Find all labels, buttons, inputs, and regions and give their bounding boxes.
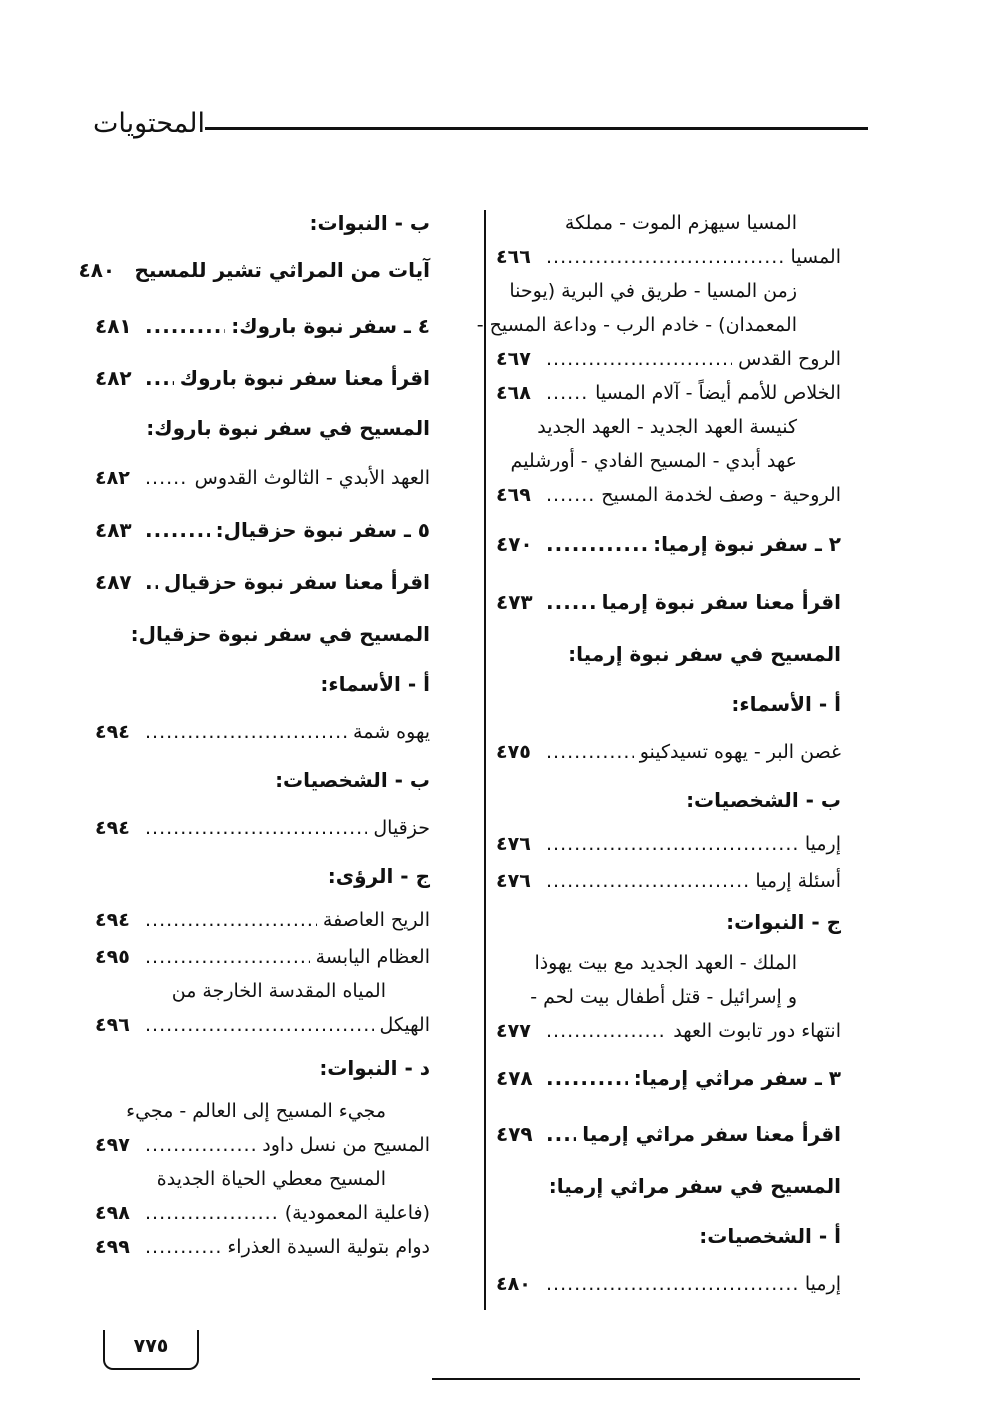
toc-entry-title: آيات من المراثي تشير للمسيح xyxy=(134,258,430,282)
toc-entry-line: عهد أبدي - المسيح الفادي - أورشليم xyxy=(510,450,797,472)
toc-entry[interactable] xyxy=(496,1108,841,1160)
toc-book-heading[interactable] xyxy=(496,512,841,576)
toc-entry-line: الملك - العهد الجديد مع بيت يهوذا xyxy=(534,952,797,974)
toc-entry-line: مجيء المسيح إلى العالم - مجيء xyxy=(126,1100,386,1122)
leader-dots xyxy=(546,728,634,776)
leader-dots xyxy=(145,1230,221,1264)
leader-dots xyxy=(145,300,225,352)
leader-dots xyxy=(145,504,210,556)
toc-entry-title: المسيا xyxy=(790,246,841,268)
leader-dots xyxy=(145,1128,256,1162)
header-rule xyxy=(205,127,868,130)
toc-entry-title: الريح العاصفة xyxy=(322,909,430,931)
toc-page-number: ٤٩٤ xyxy=(95,721,130,743)
leader-dots xyxy=(546,512,647,576)
toc-entry-title: (فاعلية المعمودية) xyxy=(284,1202,430,1224)
leader-dots xyxy=(145,1008,374,1042)
subsection-heading: أ - الأسماء: xyxy=(320,672,430,696)
toc-page-number: ٤٧٣ xyxy=(496,590,533,614)
toc-entry[interactable] xyxy=(496,576,841,628)
toc-entry-title: دوام بتولية السيدة العذراء xyxy=(227,1236,430,1258)
subsection-heading: أ - الأسماء: xyxy=(731,692,841,716)
toc-entry-title: الروحية - وصف لخدمة المسيح xyxy=(601,484,841,506)
footer-rule xyxy=(432,1378,860,1380)
toc-page-number: ٤٦٦ xyxy=(496,246,531,268)
toc-entry[interactable] xyxy=(496,376,841,410)
toc-page-number: ٤٧٥ xyxy=(496,741,531,763)
toc-page-number: ٤٧٦ xyxy=(496,870,531,892)
toc-entry-title: أسئلة إرميا xyxy=(755,870,841,892)
toc-entry-title: ٥ ـ سفر نبوة حزقيال: xyxy=(215,518,430,542)
toc-entry-line: المياه المقدسة الخارجة من xyxy=(171,980,386,1002)
toc-entry[interactable] xyxy=(95,1128,430,1162)
section-heading: المسيح في سفر نبوة إرميا: xyxy=(568,642,841,666)
toc-entry-title: الخلاص للأمم أيضاً - آلام المسيا xyxy=(595,382,841,404)
toc-page-number: ٤٧٦ xyxy=(496,833,531,855)
section-heading: المسيح في سفر نبوة حزقيال: xyxy=(130,622,430,646)
toc-entry[interactable] xyxy=(496,478,841,512)
leader-dots xyxy=(546,1014,667,1048)
toc-entry[interactable] xyxy=(496,1260,841,1308)
subsection-heading: ج - النبوات: xyxy=(726,910,841,934)
toc-page-number: ٤٩٩ xyxy=(95,1236,130,1258)
section-heading: المسيح في سفر مراثي إرميا: xyxy=(548,1174,841,1198)
section-heading: المسيح في سفر نبوة باروك: xyxy=(146,416,430,440)
toc-entry-title: ٢ ـ سفر نبوة إرميا: xyxy=(653,532,841,556)
toc-entry[interactable] xyxy=(78,240,430,300)
toc-entry[interactable] xyxy=(496,1014,841,1048)
leader-dots xyxy=(546,824,799,864)
subsection-heading: ب - النبوات: xyxy=(309,211,430,235)
subsection-heading: ب - الشخصيات: xyxy=(686,788,841,812)
page-number: ٧٧٥ xyxy=(103,1330,199,1370)
toc-page-number: ٤٨٢ xyxy=(95,467,130,489)
toc-page-number: ٤٧٩ xyxy=(496,1122,533,1146)
leader-dots xyxy=(145,452,189,504)
toc-entry-title: انتهاء دور تابوت العهد xyxy=(673,1020,841,1042)
toc-page-number: ٤٧٧ xyxy=(496,1020,531,1042)
leader-dots xyxy=(546,1048,628,1108)
toc-entry-title: حزقيال xyxy=(373,817,430,839)
toc-entry-title: ٤ ـ سفر نبوة باروك: xyxy=(231,314,430,338)
toc-entry-title: اقرأ معنا سفر نبوة إرميا xyxy=(601,590,841,614)
leader-dots xyxy=(145,804,367,852)
toc-entry-title: إرميا xyxy=(804,1273,841,1295)
toc-entry-line: المعمدان) - خادم الرب - وداعة المسيح - xyxy=(476,314,797,336)
leader-dots xyxy=(145,556,158,608)
leader-dots xyxy=(546,376,589,410)
subsection-heading: د - النبوات: xyxy=(319,1056,430,1080)
subsection-heading: ب - الشخصيات: xyxy=(275,768,430,792)
toc-entry[interactable] xyxy=(95,900,430,940)
toc-entry-title: ٣ ـ سفر مراثي إرميا: xyxy=(633,1066,841,1090)
toc-entry[interactable] xyxy=(496,824,841,864)
toc-entry-line: و إسرائيل - قتل أطفال بيت لحم - xyxy=(530,986,797,1008)
leader-dots xyxy=(145,900,317,940)
toc-entry[interactable] xyxy=(496,864,841,898)
leader-dots xyxy=(546,1108,576,1160)
toc-entry[interactable] xyxy=(496,728,841,776)
toc-entry[interactable] xyxy=(95,804,430,852)
toc-page-number: ٤٩٨ xyxy=(95,1202,130,1224)
subsection-heading: ج - الرؤى: xyxy=(327,864,430,888)
toc-page-number: ٤٨٠ xyxy=(78,258,116,282)
toc-entry-line: المسيا سيهزم الموت - مملكة xyxy=(564,212,797,234)
toc-entry[interactable] xyxy=(95,940,430,974)
toc-entry[interactable] xyxy=(95,1196,430,1230)
toc-page-number: ٤٩٦ xyxy=(95,1014,130,1036)
toc-entry[interactable] xyxy=(496,240,841,274)
toc-entry[interactable] xyxy=(95,352,430,404)
toc-entry-title: العهد الأبدي - الثالوث القدوس xyxy=(194,467,430,489)
toc-entry-title: المسيح من نسل داود xyxy=(262,1134,430,1156)
column-divider xyxy=(484,210,486,1310)
toc-page-number: ٤٩٥ xyxy=(95,946,130,968)
right-column xyxy=(476,206,841,1308)
toc-entry-title: يهوه شمة xyxy=(353,721,430,743)
toc-book-heading[interactable] xyxy=(95,300,430,352)
toc-page-number: ٤٧٨ xyxy=(496,1066,533,1090)
toc-page-number: ٤٦٩ xyxy=(496,484,531,506)
subsection-heading: أ - الشخصيات: xyxy=(699,1224,841,1248)
leader-dots xyxy=(546,1260,799,1308)
toc-entry-line: كنيسة العهد الجديد - العهد الجديد xyxy=(537,416,797,438)
toc-page-number: ٤٧٠ xyxy=(496,532,533,556)
leader-dots xyxy=(546,478,595,512)
toc-entry-title: إرميا xyxy=(804,833,841,855)
toc-page-number: ٤٩٤ xyxy=(95,817,130,839)
toc-entry[interactable] xyxy=(95,708,430,756)
toc-entry-title: الروح القدس xyxy=(738,348,841,370)
toc-book-heading[interactable] xyxy=(95,504,430,556)
toc-entry[interactable] xyxy=(496,342,841,376)
leader-dots xyxy=(546,576,596,628)
toc-entry-title: العظام اليابسة xyxy=(315,946,430,968)
toc-entry-line: زمن المسيا - طريق في البرية (يوحنا xyxy=(509,280,797,302)
leader-dots xyxy=(546,342,732,376)
toc-entry-title: اقرأ معنا سفر مراثي إرميا xyxy=(582,1122,841,1146)
toc-entry-title: اقرأ معنا سفر نبوة حزقيال xyxy=(164,570,430,594)
toc-book-heading[interactable] xyxy=(496,1048,841,1108)
toc-page-number: ٤٨٣ xyxy=(95,518,132,542)
leader-dots xyxy=(546,240,784,274)
toc-entry-title: غصن البر - يهوه تسيدكينو xyxy=(639,741,841,763)
leader-dots xyxy=(145,708,347,756)
toc-entry[interactable] xyxy=(95,1008,430,1042)
toc-page-number: ٤٩٤ xyxy=(95,909,130,931)
leader-dots xyxy=(546,864,749,898)
leader-dots xyxy=(145,940,310,974)
toc-entry[interactable] xyxy=(95,452,430,504)
toc-entry[interactable] xyxy=(95,556,430,608)
toc-page-number: ٤٨٧ xyxy=(95,570,132,594)
toc-entry-line: المسيح معطي الحياة الجديدة xyxy=(156,1168,386,1190)
leader-dots xyxy=(145,352,174,404)
toc-page-number: ٤٦٧ xyxy=(496,348,531,370)
toc-entry-title: اقرأ معنا سفر نبوة باروك xyxy=(179,366,430,390)
toc-page-number: ٤٨١ xyxy=(95,314,132,338)
page-title: المحتويات xyxy=(92,108,205,139)
toc-page-number: ٤٦٨ xyxy=(496,382,531,404)
toc-page-number: ٤٩٧ xyxy=(95,1134,130,1156)
leader-dots xyxy=(145,1196,279,1230)
left-column xyxy=(78,206,430,1264)
toc-page-number: ٤٨٢ xyxy=(95,366,132,390)
toc-entry[interactable] xyxy=(95,1230,430,1264)
toc-entry-title: الهيكل xyxy=(379,1014,430,1036)
toc-page-number: ٤٨٠ xyxy=(496,1273,531,1295)
